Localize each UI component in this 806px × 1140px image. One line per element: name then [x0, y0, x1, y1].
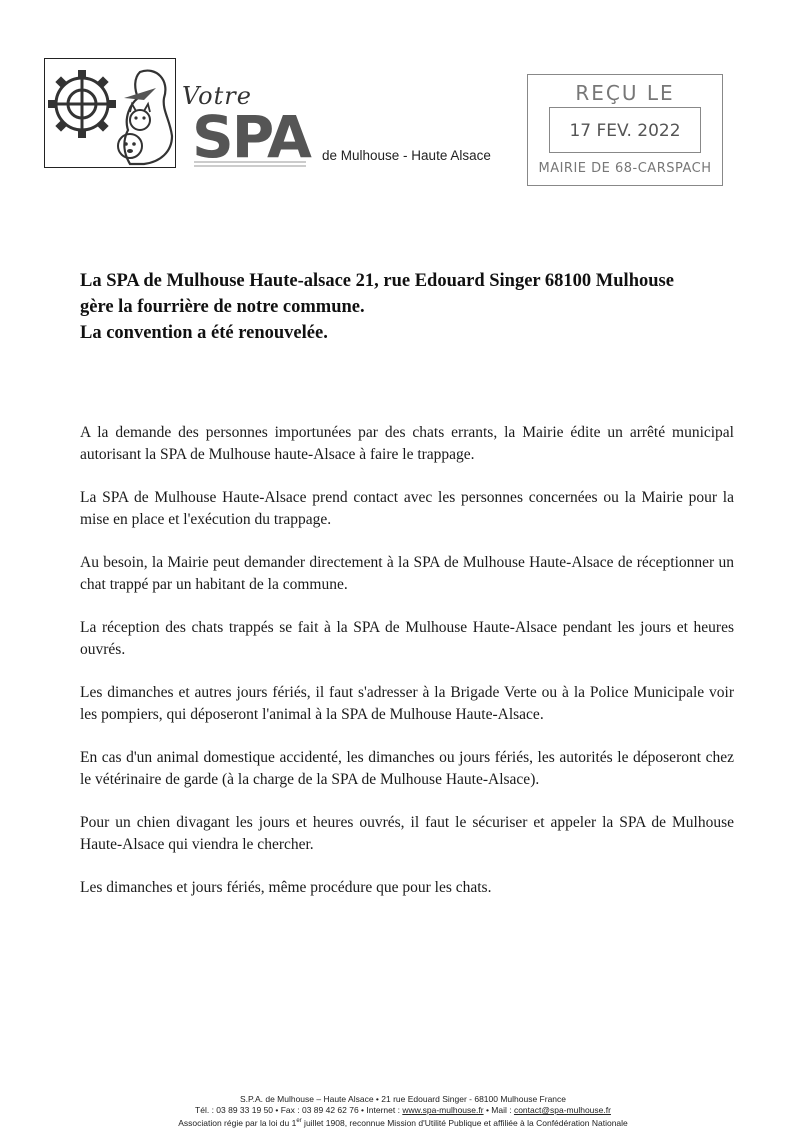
logo-script-text: Votre [182, 82, 252, 110]
email-link[interactable]: contact@spa-mulhouse.fr [513, 1105, 611, 1115]
heading-line: La SPA de Mulhouse Haute-alsace 21, rue Edouard Singer 68100 Mulhouse [80, 271, 674, 291]
paragraph: Les dimanches et autres jours fériés, il faut s'adresser à la Brigade Verte ou à la Police Municipale voir les pompiers, qui déposeront l'animal à la SPA de Mulhouse Haute-Alsace. [80, 684, 734, 723]
document-body [80, 422, 734, 920]
stamp-footer: MAIRIE DE 68-CARSPACH [538, 161, 712, 176]
stamp-title: REÇU LE [575, 81, 675, 105]
tagline: de Mulhouse - Haute Alsace [322, 148, 491, 163]
footer-legal-sup: er [296, 1118, 302, 1124]
footer-address: S.P.A. de Mulhouse – Haute Alsace • 21 rue Edouard Singer - 68100 Mulhouse France [239, 1094, 567, 1104]
paragraph: La réception des chats trappés se fait à la SPA de Mulhouse Haute-Alsace pendant les jours et heures ouvrés. [80, 619, 734, 658]
stamp-date: 17 FEV. 2022 [569, 121, 681, 141]
footer-legal-b: juillet 1908, reconnue Mission d'Utilité Publique et affiliée à la Confédération Nationale [301, 1117, 628, 1128]
footer-tel-fax: Tél. : 03 89 33 19 50 • Fax : 03 89 42 62 76 • Internet : [195, 1105, 403, 1115]
footer-legal-a: Association régie par la loi du 1 [178, 1117, 297, 1128]
spa-logo [44, 58, 310, 171]
paragraph: Au besoin, la Mairie peut demander directement à la SPA de Mulhouse Haute-Alsace de réceptionner un chat trappé par un habitant de la commune. [80, 554, 734, 593]
website-link[interactable]: www.spa-mulhouse.fr [402, 1105, 484, 1115]
paragraph: En cas d'un animal domestique accidenté, les dimanches ou jours fériés, les autorités le déposeront chez le vétérinaire de garde (à la charge de la SPA de Mulhouse Haute-Alsace). [80, 749, 734, 788]
paragraph: Pour un chien divagant les jours et heures ouvrés, il faut le sécuriser et appeler la SPA de Mulhouse Haute-Alsace qui viendra le chercher. [80, 814, 734, 853]
heading-line: gère la fourrière de notre commune. [80, 297, 365, 317]
document-heading [80, 268, 760, 346]
stamp-date-box [549, 107, 701, 153]
received-stamp [527, 74, 723, 186]
paragraph: Les dimanches et jours fériés, même procédure que pour les chats. [80, 879, 492, 896]
paragraph: La SPA de Mulhouse Haute-Alsace prend contact avec les personnes concernées ou la Mairie pour la mise en place et l'exécution du trappage. [80, 489, 734, 528]
page-footer [0, 1094, 806, 1129]
heading-line: La convention a été renouvelée. [80, 323, 328, 343]
paragraph: A la demande des personnes importunées par des chats errants, la Mairie édite un arrêté municipal autorisant la SPA de Mulhouse haute-Alsace à faire le trappage. [80, 424, 734, 463]
logo-main-text: SPA [192, 103, 310, 171]
footer-legal [0, 1116, 806, 1129]
footer-mail-label: • Mail : [483, 1105, 514, 1115]
footer-contact [0, 1105, 806, 1116]
